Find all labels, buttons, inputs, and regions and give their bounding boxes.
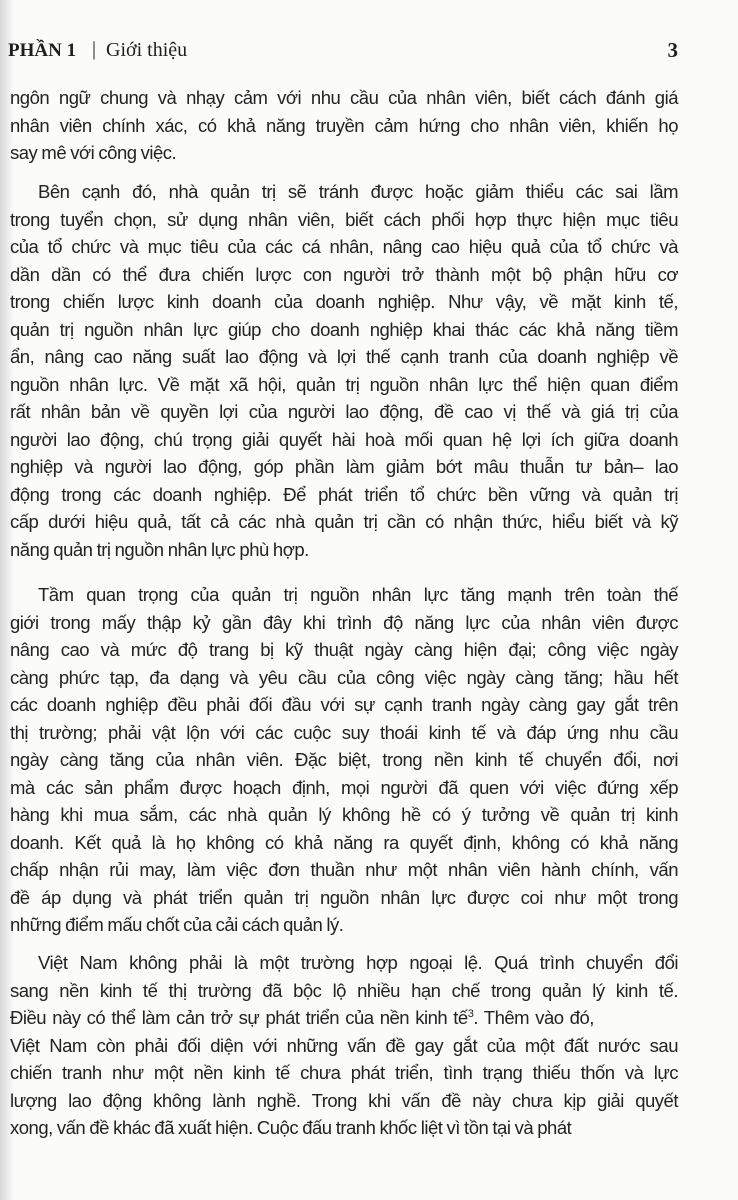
text-line: cấp dưới hiệu quả, tất cả các nhà quản trị cần có nhận thức, hiểu biết và kỹ [10,511,678,532]
text-line: ngôn ngữ chung và nhạy cảm với nhu cầu của nhân viên, biết cách đánh giá [10,87,678,108]
text-line: người lao động, chú trọng giải quyết hài hoà mối quan hệ lợi ích giữa doanh [10,428,678,450]
text-line: thị trường; phải vật lộn với các cuộc suy thoái kinh tế và đáp ứng nhu cầu [10,721,678,743]
text-line: những điểm mấu chốt của cải cách quản lý. [10,914,344,935]
text-line-part: . Thêm vào đó, [473,1007,594,1028]
text-line-part: Điều này có thể làm cản trở sự phát triển của nền kinh tế [10,1007,468,1028]
text-line: hàng khi mua sắm, các nhà quản lý không hề có ý tưởng về quản trị kinh [10,804,678,825]
text-line: say mê với công việc. [10,142,177,163]
text-line: Bên cạnh đó, nhà quản trị sẽ tránh được hoặc giảm thiểu các sai lầm [38,181,678,202]
text-line: xong, vấn đề khác đã xuất hiện. Cuộc đấu tranh khốc liệt vì tồn tại và phát [10,1117,572,1138]
page-number: 3 [667,38,678,62]
text-line: năng quản trị nguồn nhân lực phù hợp. [10,538,309,560]
text-line: chấp nhận rủi may, làm việc đơn thuần như một nhân viên hành chính, vấn [10,859,678,880]
text-line: rất nhân bản về quyền lợi của người lao động, đề cao vị thế và giá trị của [10,401,678,422]
text-line: dần dần có thể đưa chiến lược con người trở thành một bộ phận hữu cơ [10,263,678,285]
text-line: mà các sản phẩm được hoạch định, mọi người đã quen với việc đứng xếp [10,776,678,798]
text-line: nâng cao và mức độ trang bị kỹ thuật ngày càng hiện đại; công việc ngày [10,639,678,660]
text-line: ngày càng tăng của nhân viên. Đặc biệt, trong nền kinh tế chuyển đổi, nơi [10,749,678,770]
text-line: doanh. Kết quả là họ không có khả năng ra quyết định, không có khả năng [10,831,678,853]
paragraph [10,178,678,563]
text-line: nguồn nhân lực. Về mặt xã hội, quản trị nguồn nhân lực thể hiện quan điểm [10,373,678,395]
footnote-marker[interactable]: 3 [467,1007,474,1020]
paragraph [10,949,678,1142]
text-line: quản trị nguồn nhân lực giúp cho doanh nghiệp khai thác các khả năng tiềm [10,318,678,340]
text-line: nghiệp và người lao động, góp phần làm giảm bớt mâu thuẫn tư bản– lao [10,456,678,477]
running-header [8,36,678,66]
part-label: PHẦN 1 [8,40,77,61]
text-line: đề áp dụng và phát triển quản trị nguồn nhân lực được coi như một trong [10,886,678,908]
text-line: lượng lao động không lành nghề. Trong khi vấn đề này chưa kịp giải quyết [10,1089,678,1111]
text-line: nhân viên chính xác, có khả năng truyền cảm hứng cho nhân viên, khiến họ [10,114,678,136]
text-line: Việt Nam còn phải đối diện với những vấn đề gay gắt của một đất nước sau [10,1034,678,1056]
text-line: Tầm quan trọng của quản trị nguồn nhân lực tăng mạnh trên toàn thế [38,584,678,605]
text-line: ẩn, nâng cao năng suất lao động và lợi thế cạnh tranh của doanh nghiệp về [10,346,678,367]
text-line: sang nền kinh tế thị trường đã bộc lộ nhiều hạn chế trong quản lý kinh tế. [10,979,678,1001]
paragraph [10,84,678,167]
header-separator: | [92,38,97,60]
text-line: Việt Nam không phải là một trường hợp ngoại lệ. Quá trình chuyển đổi [38,952,678,973]
text-line: giới trong mấy thập kỷ gần đây khi trình độ năng lực của nhân viên được [10,611,678,633]
paragraph [10,581,678,939]
text-line: trong chiến lược kinh doanh của doanh nghiệp. Như vậy, về mặt kinh tế, [10,291,678,312]
text-line [10,1004,678,1032]
text-line: động trong các doanh nghiệp. Để phát triển tổ chức bền vững và quản trị [10,483,678,505]
text-line: của tổ chức và mục tiêu của các cá nhân, nâng cao hiệu quả của tổ chức và [10,236,678,257]
text-line: chiến tranh như một nền kinh tế chưa phát triển, tình trạng thiếu thốn và lực [10,1062,678,1083]
text-line: các doanh nghiệp đều phải đối đầu với sự cạnh tranh ngày càng gay gắt trên [10,694,678,715]
text-line: càng phức tạp, đa dạng và yêu cầu của công việc ngày càng tăng; hầu hết [10,666,678,688]
text-line: trong tuyển chọn, sử dụng nhân viên, biết cách phối hợp thực hiện mục tiêu [10,208,678,230]
section-title: Giới thiệu [106,39,188,61]
